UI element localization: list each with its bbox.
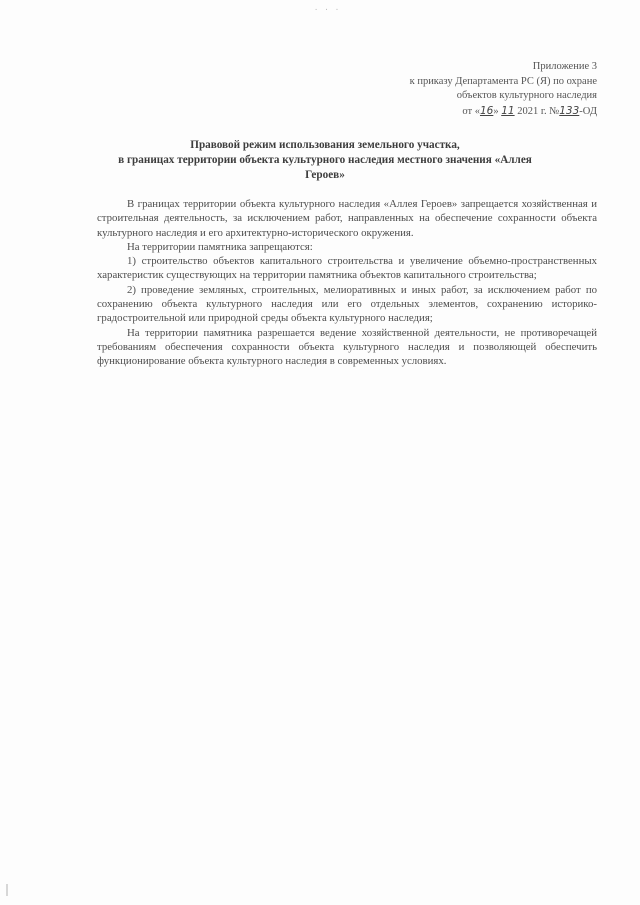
handwritten-day: 16 bbox=[479, 104, 494, 117]
body-paragraph: В границах территории объекта культурного наследия «Аллея Героев» запрещается хозяйственная и строительная деятельность, за исключением работ, направленных на обеспечение сохранности объекта культурного наследия и его архитектурно-исторического окружения. bbox=[97, 198, 597, 239]
handwritten-month: 11 bbox=[501, 104, 515, 117]
title-line-1: Правовой режим использования земельного участка, bbox=[190, 139, 460, 151]
appendix-department-name: объектов культурного наследия bbox=[456, 90, 597, 101]
appendix-order-reference: к приказу Департамента РС (Я) по охране bbox=[409, 75, 597, 87]
appendix-title: Приложение 3 bbox=[532, 61, 597, 72]
order-suffix: -ОД bbox=[579, 105, 597, 117]
body-paragraph: 1) строительство объектов капитального строительства и увеличение объемно-пространственных характеристик существующих на территории памятника объектов капитального строительства; bbox=[97, 255, 597, 282]
document-title bbox=[105, 138, 545, 183]
body-paragraph: На территории памятника запрещаются: bbox=[127, 240, 313, 253]
title-line-2: в границах территории объекта культурного наследия местного значения «Аллея bbox=[118, 154, 532, 166]
scan-artifact: · · · bbox=[314, 6, 341, 14]
appendix-date-line bbox=[410, 104, 597, 120]
appendix-header bbox=[410, 60, 597, 119]
title-line-3: Героев» bbox=[305, 169, 345, 181]
date-prefix: от « bbox=[462, 105, 480, 117]
scan-edge-mark bbox=[6, 884, 8, 896]
date-year: 2021 г. № bbox=[514, 105, 560, 117]
date-separator: » bbox=[493, 105, 502, 117]
body-paragraph: 2) проведение земляных, строительных, мелиоративных и иных работ, за исключением работ по сохранению объекта культурного наследия или его отдельных элементов, сохранению историко-градостроительной или природной среды объекта культурного наследия; bbox=[97, 283, 597, 325]
document-body bbox=[97, 197, 597, 369]
handwritten-order-number: 133 bbox=[559, 104, 580, 117]
body-paragraph: На территории памятника разрешается ведение хозяйственной деятельности, не противоречащей требованиям обеспечения сохранности объекта культурного наследия и позволяющей обеспечить функционирование объекта культурного наследия в современных условиях. bbox=[97, 326, 597, 368]
